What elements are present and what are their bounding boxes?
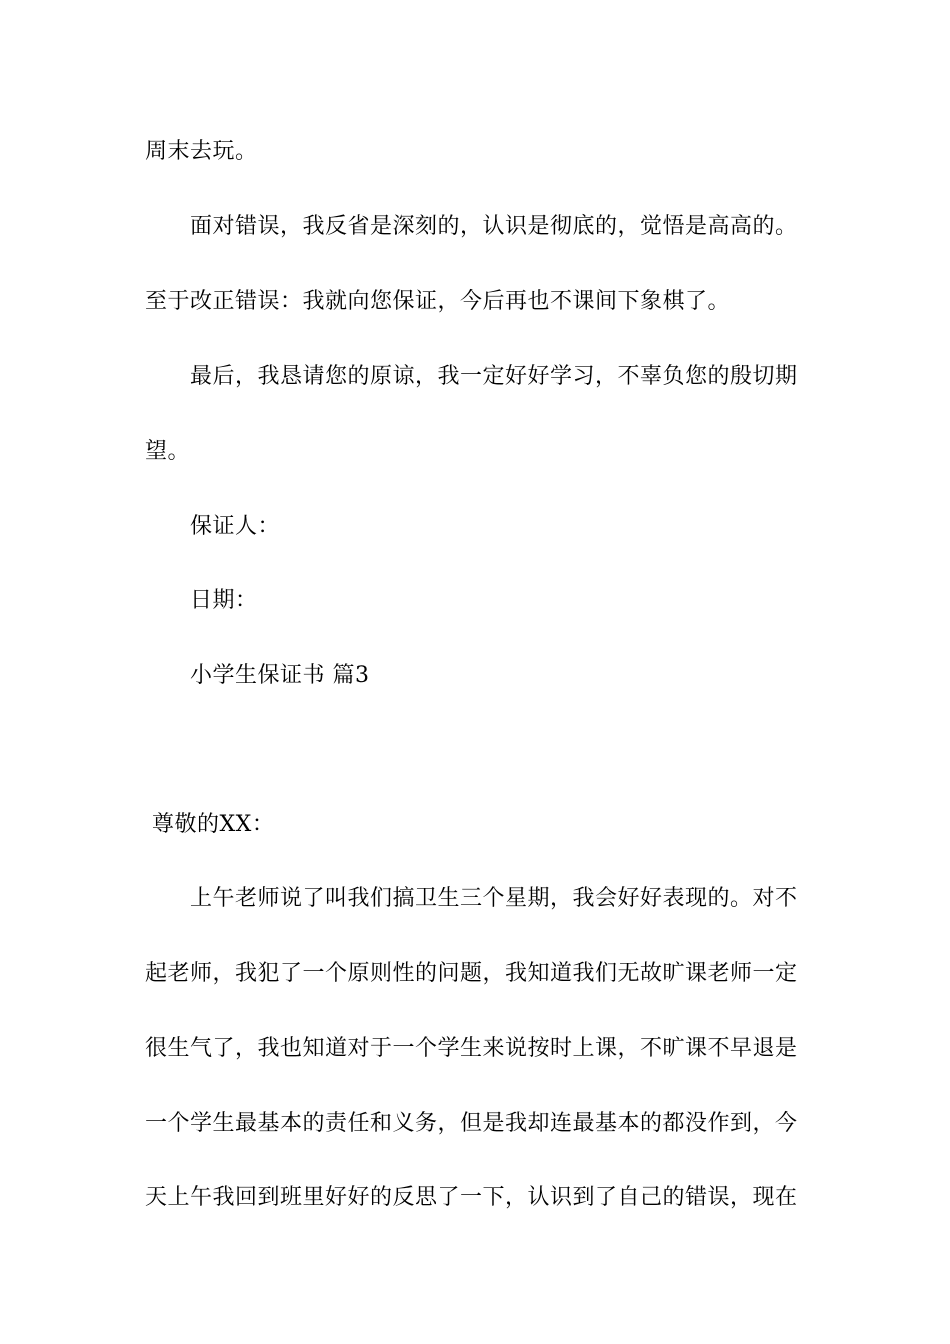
text-line: 望。 <box>145 439 191 464</box>
paragraph-line: 上午老师说了叫我们搞卫生三个星期，我会好好表现的。对不 <box>190 886 798 911</box>
text-line: 一个学生最基本的责任和义务，但是我却连最基本的都没作到，今 <box>145 1111 798 1136</box>
text-line: 至于改正错误：我就向您保证，今后再也不课间下象棋了。 <box>145 289 731 314</box>
guarantor-label: 保证人： <box>190 514 281 539</box>
text-line: 起老师，我犯了一个原则性的问题，我知道我们无故旷课老师一定 <box>145 961 798 986</box>
salutation: 尊敬的XX： <box>152 812 275 837</box>
date-label: 日期： <box>190 588 258 613</box>
paragraph-line: 面对错误，我反省是深刻的，认识是彻底的，觉悟是高高的。 <box>190 214 798 239</box>
section-heading: 小学生保证书 篇3 <box>190 663 370 688</box>
text-line: 周末去玩。 <box>145 139 258 164</box>
paragraph-line: 最后，我恳请您的原谅，我一定好好学习，不辜负您的殷切期 <box>190 364 798 389</box>
text-line: 天上午我回到班里好好的反思了一下，认识到了自己的错误，现在 <box>145 1185 798 1210</box>
text-line: 很生气了，我也知道对于一个学生来说按时上课，不旷课不早退是 <box>145 1036 798 1061</box>
